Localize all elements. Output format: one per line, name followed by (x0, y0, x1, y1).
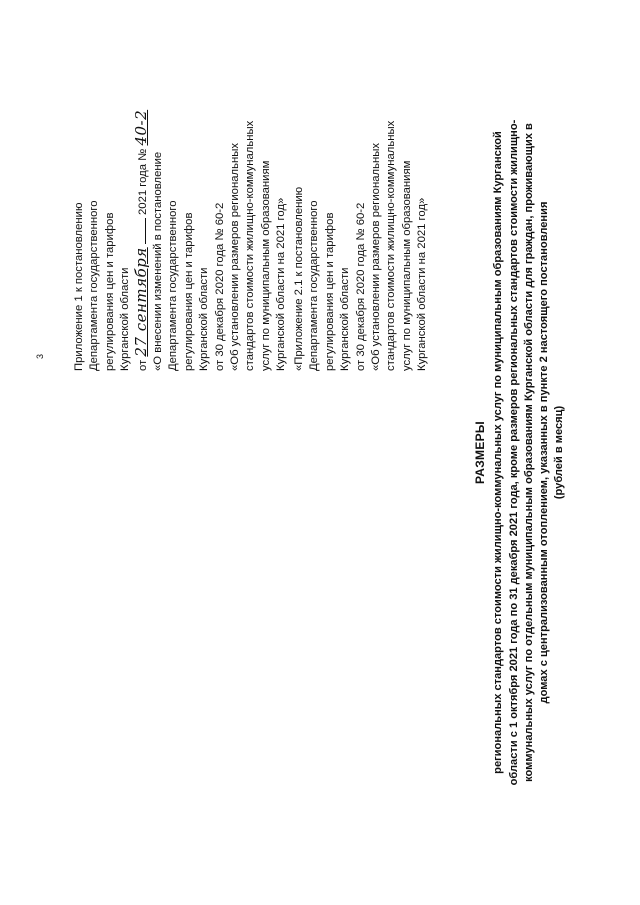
title-line: домах с централизованным отоплением, указанных в пункте 2 настоящего постановления (538, 201, 551, 704)
appendix-1-date-line (131, 109, 151, 371)
appendix-2-1-header (292, 121, 431, 371)
appendix-1-line: Департамента государственного (88, 200, 101, 371)
appendix-2-1-line: «Об установлении размеров региональных (370, 143, 383, 371)
appendix-1-line: Курганской области (119, 267, 132, 371)
appendix-2-1-line: услуг по муниципальным образованиям (400, 160, 413, 371)
appendix-2-1-line: регулирования цен и тарифов (323, 212, 336, 371)
page-number: 3 (35, 353, 45, 359)
appendix-1-line: от 30 декабря 2020 года № 60-2 (213, 202, 226, 371)
appendix-2-1-line: Курганской области на 2021 год» (416, 197, 429, 371)
appendix-2-1-line: «Приложение 2.1 к постановлению (293, 186, 305, 371)
date-year: 2021 года № (136, 148, 149, 215)
appendix-1-header (72, 110, 290, 371)
appendix-1-line: Курганской области на 2021 год» (275, 197, 288, 371)
appendix-1-line: регулирования цен и тарифов (182, 212, 195, 371)
appendix-2-1-line: от 30 декабря 2020 года № 60-2 (354, 202, 367, 371)
date-blank-line (136, 218, 146, 244)
appendix-1-line: регулирования цен и тарифов (103, 212, 116, 371)
units-note: (рублей в месяц) (553, 405, 566, 500)
appendix-1-line: «Об установлении размеров региональных (229, 143, 242, 371)
appendix-1-line: Департамента государственного (167, 200, 180, 371)
appendix-1-line: услуг по муниципальным образованиям (259, 160, 272, 371)
appendix-2-1-line: Департамента государственного (308, 200, 321, 371)
date-prefix: от (136, 359, 149, 371)
appendix-1-line: «О внесении изменений в постановление (152, 151, 165, 371)
title-line: региональных стандартов стоимости жилищно-коммунальных услуг по муниципальным образованиям Курганской (492, 131, 505, 774)
document-title: РАЗМЕРЫ (473, 421, 487, 484)
appendix-1-line: Приложение 1 к постановлению (73, 202, 85, 371)
title-line: области с 1 октября 2021 года по 31 декабря 2021 года, кроме размеров региональных стандартов стоимости жилищно- (507, 119, 520, 786)
document-title-block (473, 0, 568, 905)
title-line: коммунальных услуг по отдельным муниципальным образованиям Курганской области для граждан, проживающих в (522, 123, 535, 782)
appendix-2-1-line: стандартов стоимости жилищно-коммунальных (385, 120, 398, 371)
handwritten-date: 27 сентября (131, 247, 150, 357)
appendix-1-line: стандартов стоимости жилищно-коммунальных (244, 120, 257, 371)
handwritten-number: 40-2 (131, 109, 150, 146)
appendix-2-1-line: Курганской области (339, 267, 352, 371)
appendix-1-line: Курганской области (198, 267, 211, 371)
